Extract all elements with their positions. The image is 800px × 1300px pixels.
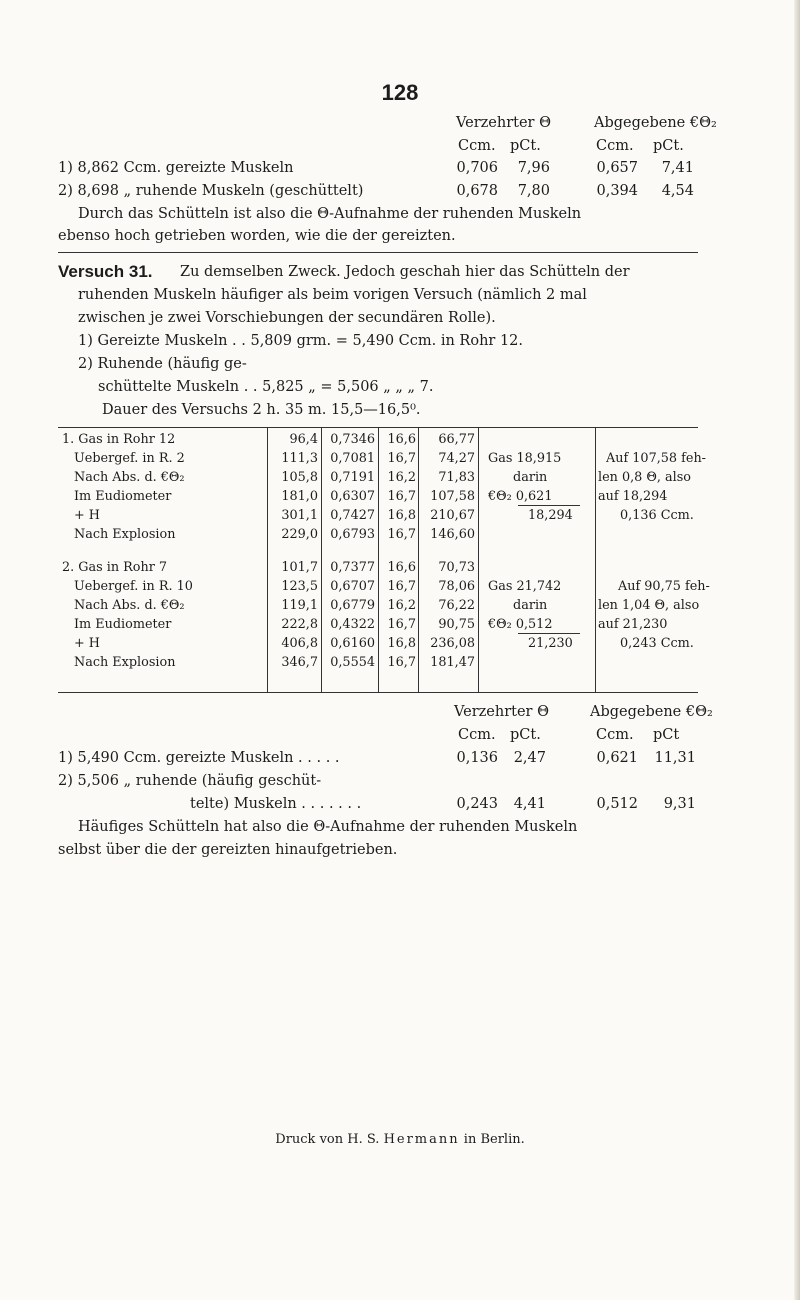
table1-row1-co2-ccm: 0,657 [596,160,638,176]
gas-cell: 146,60 [430,527,475,542]
gas-note: 0,243 Ccm. [620,636,694,651]
gas-cell: 0,6779 [330,598,375,613]
para2-line2: selbst über die der gereizten hinaufgetrieben. [58,842,398,858]
gas-table-vline [595,428,596,692]
gas-label: 1. Gas in Rohr 12 [62,432,176,447]
gas-table-vline [478,428,479,692]
gas-cell: 16,6 [387,432,416,447]
para1-line2: ebenso hoch getrieben worden, wie die der gereizten. [58,228,456,244]
table1-o-ccm-header: Ccm. [458,138,496,154]
table1-row2-co2-pct: 4,54 [661,183,694,199]
gas-cell: 16,8 [387,508,416,523]
gas-cell: 0,7377 [330,560,375,575]
versuch-line3: zwischen je zwei Vorschiebungen der secundären Rolle). [78,310,496,326]
table1-o-pct-header: pCt. [510,138,541,154]
gas-label: + H [74,508,100,523]
gas-cell: 16,2 [387,598,416,613]
gas-cell: 181,47 [430,655,475,670]
gas-cell: 101,7 [281,560,318,575]
gas-cell: 105,8 [281,470,318,485]
gas-total-label: Gas 18,915 [488,451,562,466]
gas-cell: 222,8 [281,617,318,632]
gas-cell: 301,1 [281,508,318,523]
versuch-duration: Dauer des Versuchs 2 h. 35 m. 15,5—16,5⁰. [102,402,421,418]
table1-co2-ccm-header: Ccm. [596,138,634,154]
gas-cell: 74,27 [438,451,475,466]
gas-cell: 119,1 [281,598,318,613]
gas-cell: 70,73 [438,560,475,575]
table2-row2-o-ccm: 0,243 [456,796,498,812]
imprint-suffix: in Berlin. [463,1132,525,1147]
gas-cell: 229,0 [281,527,318,542]
table2-row1-co2-ccm: 0,621 [596,750,638,766]
gas-sum: 21,230 [528,636,573,651]
gas-note: Auf 90,75 feh- [618,579,710,594]
gas-note: auf 21,230 [598,617,668,632]
gas-label: + H [74,636,100,651]
gas-cell: 16,8 [387,636,416,651]
table1-o-header: Verzehrter Θ [456,115,551,131]
table1-co2-header: Abgegebene €Θ₂ [594,115,717,131]
gas-co2: €Θ₂ 0,621 [488,489,553,504]
gas-note: len 0,8 Θ, also [598,470,692,485]
gas-cell: 71,83 [438,470,475,485]
para1-line1: Durch das Schütteln ist also die Θ-Aufnahme der ruhenden Muskeln [78,206,582,222]
table1-row1-label: 1) 8,862 Ccm. gereizte Muskeln [58,160,294,176]
gas-cell: 90,75 [438,617,475,632]
table1-row1-o-ccm: 0,706 [456,160,498,176]
table1-row2-o-ccm: 0,678 [456,183,498,199]
gas-co2: €Θ₂ 0,512 [488,617,553,632]
gas-cell: 0,7081 [330,451,375,466]
table2-row1-co2-pct: 11,31 [654,750,696,766]
gas-cell: 0,6160 [330,636,375,651]
gas-cell: 96,4 [289,432,318,447]
gas-cell: 16,7 [387,489,416,504]
gas-note: auf 18,294 [598,489,668,504]
gas-cell: 0,7427 [330,508,375,523]
gas-cell: 76,22 [438,598,475,613]
gas-label: Nach Explosion [74,655,176,670]
gas-cell: 78,06 [438,579,475,594]
gas-label: Uebergef. in R. 2 [74,451,185,466]
page-edge [794,0,800,1300]
sum-rule [518,505,580,506]
table2-row1-o-ccm: 0,136 [456,750,498,766]
gas-cell: 0,6707 [330,579,375,594]
gas-sum: 18,294 [528,508,573,523]
table2-co2-ccm-header: Ccm. [596,727,634,743]
printer-imprint [0,1132,800,1147]
gas-table-bottom-rule [58,692,698,693]
gas-label: Uebergef. in R. 10 [74,579,193,594]
table2-co2-header: Abgegebene €Θ₂ [590,704,713,720]
gas-note: Auf 107,58 feh- [606,451,707,466]
gas-label: Nach Explosion [74,527,176,542]
gas-cell: 16,7 [387,655,416,670]
gas-cell: 181,0 [281,489,318,504]
versuch-item1: 1) Gereizte Muskeln . . 5,809 grm. = 5,490 Ccm. in Rohr 12. [78,333,524,349]
gas-cell: 16,2 [387,470,416,485]
table1-row1-co2-pct: 7,41 [661,160,694,176]
gas-cell: 0,6793 [330,527,375,542]
gas-note: 0,136 Ccm. [620,508,694,523]
gas-label: Nach Abs. d. €Θ₂ [74,598,185,613]
gas-cell: 406,8 [281,636,318,651]
gas-cell: 107,58 [430,489,475,504]
gas-cell: 16,7 [387,579,416,594]
table2-row1-o-pct: 2,47 [513,750,546,766]
gas-cell: 123,5 [281,579,318,594]
gas-cell: 111,3 [281,451,318,466]
gas-cell: 236,08 [430,636,475,651]
gas-label: 2. Gas in Rohr 7 [62,560,168,575]
gas-cell: 0,7346 [330,432,375,447]
versuch-title: Versuch 31. [58,262,153,281]
table1-co2-pct-header: pCt. [653,138,684,154]
para2-line1: Häufiges Schütteln hat also die Θ-Aufnahme der ruhenden Muskeln [78,819,578,835]
table1-row2-label: 2) 8,698 „ ruhende Muskeln (geschüttelt) [58,183,364,199]
gas-cell: 66,77 [438,432,475,447]
table2-row2-label-a: 2) 5,506 „ ruhende (häufig geschüt- [58,773,322,789]
table2-o-header: Verzehrter Θ [454,704,549,720]
gas-note: len 1,04 Θ, also [598,598,700,613]
versuch-line1: Zu demselben Zweck. Jedoch geschah hier das Schütteln der [180,264,630,280]
versuch-item2b: schüttelte Muskeln . . 5,825 „ = 5,506 „ „ „ 7. [98,379,434,395]
sum-rule [518,633,580,634]
gas-label: Im Eudiometer [74,489,172,504]
table2-row2-co2-ccm: 0,512 [596,796,638,812]
gas-cell: 346,7 [281,655,318,670]
gas-cell: 16,7 [387,527,416,542]
table1-row2-o-pct: 7,80 [517,183,550,199]
page-number: 128 [381,80,419,105]
table2-row1-label: 1) 5,490 Ccm. gereizte Muskeln . . . . . [58,750,340,766]
gas-darin: darin [513,598,548,613]
versuch-line2: ruhenden Muskeln häufiger als beim vorigen Versuch (nämlich 2 mal [78,287,587,303]
gas-cell: 0,6307 [330,489,375,504]
gas-label: Im Eudiometer [74,617,172,632]
table1-row2-co2-ccm: 0,394 [596,183,638,199]
gas-cell: 16,7 [387,617,416,632]
versuch-item2a: 2) Ruhende (häufig ge- [78,356,247,372]
gas-cell: 16,7 [387,451,416,466]
table2-o-ccm-header: Ccm. [458,727,496,743]
gas-cell: 16,6 [387,560,416,575]
imprint-name: Hermann [383,1132,460,1147]
gas-total-label: Gas 21,742 [488,579,562,594]
table2-row2-o-pct: 4,41 [513,796,546,812]
gas-darin: darin [513,470,548,485]
gas-cell: 0,7191 [330,470,375,485]
table2-row2-label-b: telte) Muskeln . . . . . . . [190,796,362,812]
gas-cell: 0,4322 [330,617,375,632]
gas-label: Nach Abs. d. €Θ₂ [74,470,185,485]
section-divider [58,252,698,253]
gas-cell: 0,5554 [330,655,375,670]
table2-row2-co2-pct: 9,31 [663,796,696,812]
table2-o-pct-header: pCt. [510,727,541,743]
table2-co2-pct-header: pCt [653,727,680,743]
gas-cell: 210,67 [430,508,475,523]
imprint-prefix: Druck von H. S. [275,1132,380,1147]
table1-row1-o-pct: 7,96 [517,160,550,176]
